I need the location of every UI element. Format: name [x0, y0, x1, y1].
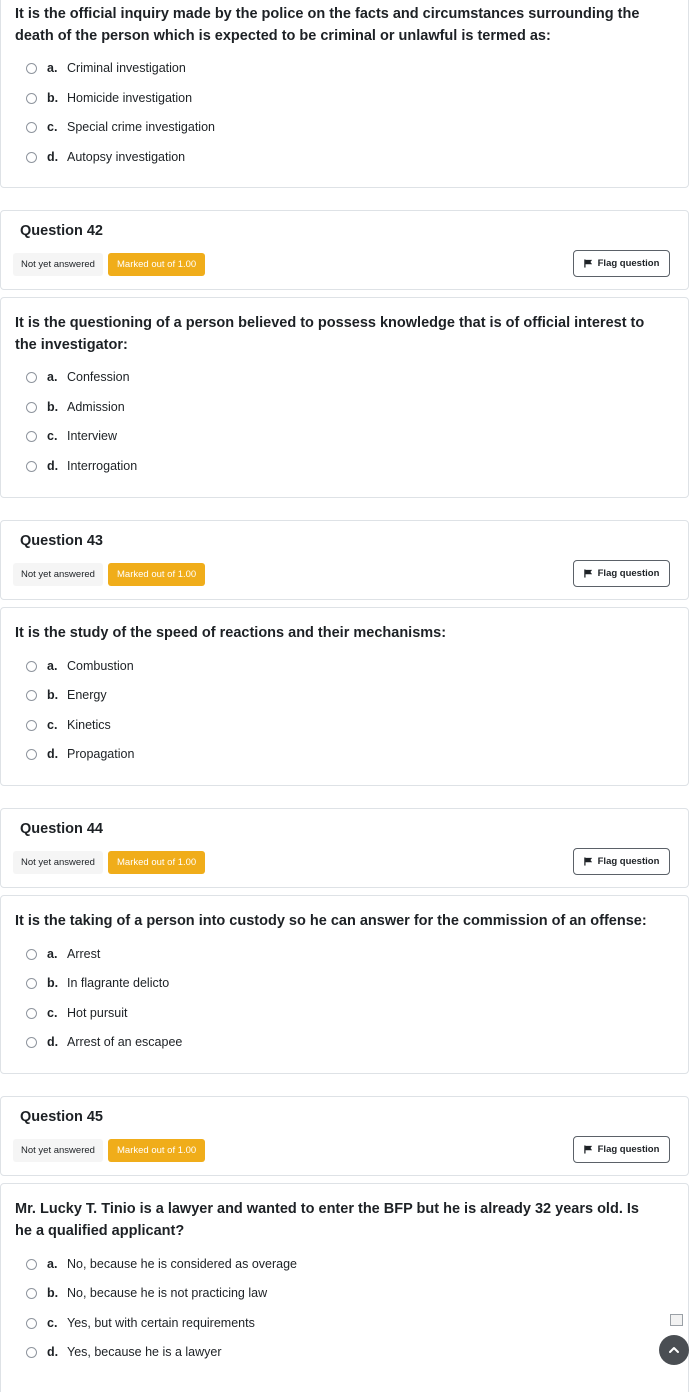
marks-badge: Marked out of 1.00 [108, 1139, 205, 1162]
broken-image-icon [670, 1314, 683, 1326]
radio-button[interactable] [26, 63, 37, 74]
option-letter: b. [47, 91, 59, 105]
radio-button[interactable] [26, 402, 37, 413]
option-label[interactable]: Homicide investigation [67, 91, 193, 105]
flag-icon [584, 1145, 593, 1154]
status-badge: Not yet answered [13, 851, 103, 874]
option-letter: d. [47, 747, 59, 761]
radio-button[interactable] [26, 720, 37, 731]
option-label[interactable]: Admission [67, 400, 125, 414]
question-41-content [0, 0, 689, 188]
q44-option-d[interactable] [25, 1031, 182, 1053]
question-45-content [0, 1183, 689, 1392]
radio-button[interactable] [26, 690, 37, 701]
q42-option-a[interactable] [25, 366, 130, 388]
option-letter: a. [47, 61, 58, 75]
q45-option-c[interactable] [25, 1312, 255, 1334]
question-44-info [0, 808, 689, 888]
option-letter: c. [47, 1006, 58, 1020]
flag-question-button[interactable] [573, 250, 670, 277]
question-title: Question 45 [20, 1109, 103, 1125]
radio-button[interactable] [26, 122, 37, 133]
q43-option-c[interactable] [25, 714, 111, 736]
flag-question-button[interactable] [573, 560, 670, 587]
q45-option-a[interactable] [25, 1253, 297, 1275]
question-43-info [0, 520, 689, 600]
flag-icon [584, 857, 593, 866]
option-letter: a. [47, 659, 58, 673]
radio-button[interactable] [26, 749, 37, 760]
option-label[interactable]: Special crime investigation [67, 120, 215, 134]
question-44-text: It is the taking of a person into custody so he can answer for the commission of an offense: [15, 913, 647, 929]
option-label[interactable]: Arrest of an escapee [67, 1035, 183, 1049]
question-43-text: It is the study of the speed of reactions and their mechanisms: [15, 625, 447, 641]
flag-icon [584, 569, 593, 578]
radio-button[interactable] [26, 93, 37, 104]
radio-button[interactable] [26, 1008, 37, 1019]
question-44-content [0, 895, 689, 1074]
marks-badge: Marked out of 1.00 [108, 563, 205, 586]
back-to-top-button[interactable] [659, 1335, 689, 1365]
flag-icon [584, 259, 593, 268]
option-letter: b. [47, 976, 59, 990]
q42-option-c[interactable] [25, 425, 117, 447]
option-label[interactable]: Kinetics [67, 718, 111, 732]
q42-option-b[interactable] [25, 396, 125, 418]
flag-question-label: Flag question [597, 1144, 660, 1155]
option-letter: d. [47, 1345, 59, 1359]
q43-option-d[interactable] [25, 743, 134, 765]
q41-option-a[interactable] [25, 57, 186, 79]
option-letter: a. [47, 370, 58, 384]
status-badge: Not yet answered [13, 563, 103, 586]
option-label[interactable]: Arrest [67, 947, 101, 961]
radio-button[interactable] [26, 1037, 37, 1048]
flag-question-label: Flag question [597, 258, 660, 269]
option-letter: c. [47, 120, 58, 134]
question-title: Question 44 [20, 821, 103, 837]
flag-question-label: Flag question [597, 856, 660, 867]
option-label[interactable]: Combustion [67, 659, 134, 673]
option-label[interactable]: Interview [67, 429, 118, 443]
radio-button[interactable] [26, 431, 37, 442]
flag-question-label: Flag question [597, 568, 660, 579]
question-45-text: Mr. Lucky T. Tinio is a lawyer and wanted to enter the BFP but he is already 32 years old. Is he a qualified applicant? [15, 1201, 639, 1239]
option-letter: c. [47, 1316, 58, 1330]
option-letter: a. [47, 1257, 58, 1271]
question-title: Question 43 [20, 533, 103, 549]
option-label[interactable]: Yes, because he is a lawyer [67, 1345, 222, 1359]
radio-button[interactable] [26, 1347, 37, 1358]
flag-question-button[interactable] [573, 1136, 670, 1163]
radio-button[interactable] [26, 1318, 37, 1329]
radio-button[interactable] [26, 372, 37, 383]
option-label[interactable]: In flagrante delicto [67, 976, 170, 990]
option-label[interactable]: No, because he is considered as overage [67, 1257, 298, 1271]
option-label[interactable]: Criminal investigation [67, 61, 186, 75]
q41-option-b[interactable] [25, 87, 192, 109]
q41-option-d[interactable] [25, 146, 185, 168]
option-label[interactable]: No, because he is not practicing law [67, 1286, 268, 1300]
radio-button[interactable] [26, 978, 37, 989]
radio-button[interactable] [26, 661, 37, 672]
option-letter: d. [47, 1035, 59, 1049]
option-label[interactable]: Energy [67, 688, 107, 702]
option-letter: b. [47, 688, 59, 702]
option-label[interactable]: Yes, but with certain requirements [67, 1316, 255, 1330]
q44-option-c[interactable] [25, 1002, 127, 1024]
q45-option-d[interactable] [25, 1341, 222, 1363]
option-label[interactable]: Confession [67, 370, 130, 384]
chevron-up-icon [668, 1344, 680, 1356]
option-label[interactable]: Interrogation [67, 459, 138, 473]
status-badge: Not yet answered [13, 1139, 103, 1162]
question-42-info [0, 210, 689, 290]
question-41-text: It is the official inquiry made by the police on the facts and circumstances surrounding the death of the person which is expected to be criminal or unlawful is termed as: [15, 6, 640, 44]
option-letter: d. [47, 459, 59, 473]
option-letter: b. [47, 400, 59, 414]
q44-option-b[interactable] [25, 972, 169, 994]
option-letter: c. [47, 429, 58, 443]
q41-option-c[interactable] [25, 116, 215, 138]
marks-badge: Marked out of 1.00 [108, 253, 205, 276]
option-label[interactable]: Propagation [67, 747, 135, 761]
radio-button[interactable] [26, 1259, 37, 1270]
q44-option-a[interactable] [25, 943, 100, 965]
question-45-info [0, 1096, 689, 1176]
question-43-content [0, 607, 689, 786]
radio-button[interactable] [26, 152, 37, 163]
option-letter: d. [47, 150, 59, 164]
q45-option-b[interactable] [25, 1282, 267, 1304]
q43-option-a[interactable] [25, 655, 134, 677]
question-title: Question 42 [20, 223, 103, 239]
question-42-text: It is the questioning of a person believed to possess knowledge that is of official interest to the investigator: [15, 315, 645, 353]
option-letter: c. [47, 718, 58, 732]
q42-option-d[interactable] [25, 455, 137, 477]
marks-badge: Marked out of 1.00 [108, 851, 205, 874]
flag-question-button[interactable] [573, 848, 670, 875]
option-letter: a. [47, 947, 58, 961]
status-badge: Not yet answered [13, 253, 103, 276]
radio-button[interactable] [26, 1288, 37, 1299]
option-letter: b. [47, 1286, 59, 1300]
radio-button[interactable] [26, 949, 37, 960]
q43-option-b[interactable] [25, 684, 107, 706]
option-label[interactable]: Hot pursuit [67, 1006, 128, 1020]
radio-button[interactable] [26, 461, 37, 472]
question-42-content [0, 297, 689, 498]
option-label[interactable]: Autopsy investigation [67, 150, 186, 164]
